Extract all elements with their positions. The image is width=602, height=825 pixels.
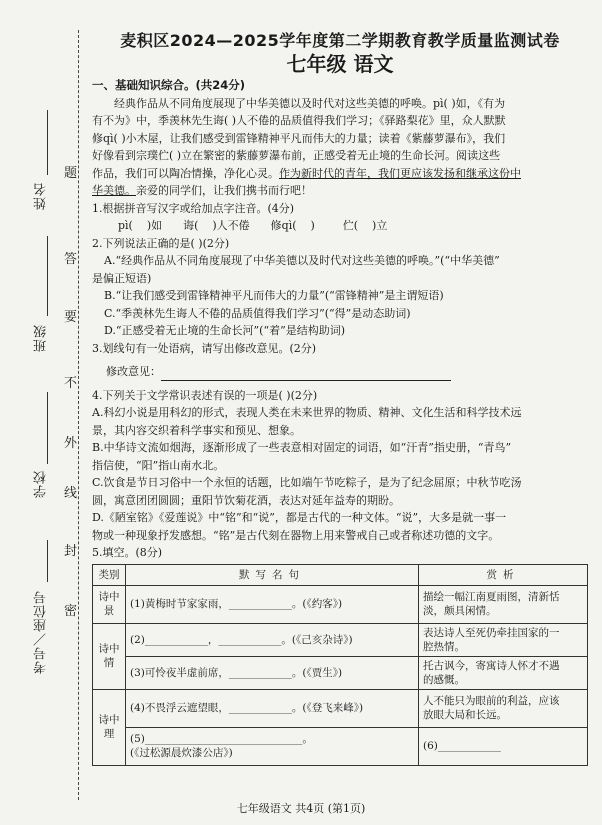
passage-line: 经典作品从不同角度展现了中华美德以及时代对这些美德的呼唤。pì( )如，《有为 xyxy=(114,96,506,110)
poem-blank-5[interactable] xyxy=(126,727,419,765)
option-c-cont: 圆，寓意团团圆圆；重阳节饮菊花酒，表达对延年益寿的期盼。 xyxy=(92,493,400,507)
option-a-cont: 是偏正短语) xyxy=(92,271,152,285)
question-1: 1.根据拼音写汉字或给加点字注音。(4分) xyxy=(92,201,295,215)
seal-char: 封 xyxy=(64,544,78,559)
seal-line xyxy=(78,30,79,800)
header-category: 类别 xyxy=(93,564,126,585)
poem-blank-4[interactable]: (4)不畏浮云遮望眼，____________。(《登飞来峰》) xyxy=(126,689,419,727)
seal-char: 答 xyxy=(64,252,78,267)
option-b-cont: 指信使，“阳”指山南水北。 xyxy=(92,458,225,472)
analysis-text: 放眼大局和长远。 xyxy=(423,709,507,721)
option-a-cont: 景，其内容交织着科学事实和预见、想象。 xyxy=(92,423,301,437)
question-4: 4.下列关于文学常识表述有误的一项是( )(2分) xyxy=(92,388,318,402)
passage-line: 有不为》中，季羡林先生诲( )人不倦的品质值得我们学习；《驿路梨花》里，众人默默 xyxy=(92,114,506,127)
analysis-blank-6[interactable]: (6)____________ xyxy=(419,727,588,765)
option-b: B.“让我们感受到雷锋精神平凡而伟大的力量”(“雷锋精神”是主谓短语) xyxy=(104,289,444,302)
option-d: D.《陋室铭》《爱莲说》中“铭”和“说”，都是古代的一种文体。“说”，大多是就一事一 xyxy=(92,511,507,524)
underlined-sentence: 作为新时代的青年，我们更应该发扬和继承这份中 xyxy=(279,166,521,180)
passage-line: 好像看到宗璞伫( )立在繁密的紫藤萝瀑布前，正感受着无止境的生命长河。阅读这些 xyxy=(92,149,501,162)
passage-line: 修qì( )小木屋，让我们感受到雷锋精神平凡而伟大的力量；读着《紫藤萝瀑布》，我们 xyxy=(92,131,506,145)
question-1-items: pì( )如 诲( )人不倦 修qì( ) 伫( )立 xyxy=(118,219,388,232)
analysis-cell xyxy=(419,585,588,623)
category-cell: 诗中景 xyxy=(93,585,126,623)
category-cell: 诗中情 xyxy=(93,623,126,689)
binding-margin xyxy=(0,0,90,825)
option-d-cont: 物或一种现象抒发感想。“铭”是古代刻在器物上用来警戒自己或者称述功德的文字。 xyxy=(92,528,500,542)
passage-tail: 亲爱的同学们，让我们携书而行吧！ xyxy=(136,184,312,197)
exam-title: 麦积区2024—2025学年度第二学期教育教学质量监测试卷 xyxy=(120,31,560,50)
poem-blank-1[interactable]: (1)黄梅时节家家雨，____________。(《约客》) xyxy=(126,585,419,623)
poem-source: (《过松源晨炊漆公店》) xyxy=(130,747,233,759)
class-label: 班级 xyxy=(34,324,49,352)
poem-blank-2[interactable]: (2)____________，____________。(《己亥杂诗》) xyxy=(126,623,419,656)
analysis-cell xyxy=(419,656,588,689)
fill-in-table xyxy=(92,564,588,766)
option-b: B.中华诗文流如烟海，逐渐形成了一些表意相对固定的词语，如“汗青”指史册，“青鸟” xyxy=(92,441,512,454)
exam-number-label: 考号／座位号 xyxy=(34,590,49,674)
option-c: C.“季羡林先生诲人不倦的品质值得我们学习”(“得”是动态助词) xyxy=(104,306,411,320)
question-3: 3.划线句有一处语病，请写出修改意见。(2分) xyxy=(92,341,317,355)
poem-line: (5)______________________________。 xyxy=(130,733,313,745)
analysis-text: 人不能只为眼前的利益，应该 xyxy=(423,695,560,707)
underlined-sentence-end: 华美德。 xyxy=(92,184,136,197)
analysis-cell xyxy=(419,623,588,656)
header-poem: 默写名句 xyxy=(126,564,419,585)
name-blank xyxy=(47,110,48,175)
page-footer: 七年级语文 共4页 (第1页) xyxy=(236,802,366,815)
poem-blank-3[interactable]: (3)可怜夜半虚前席，____________。(《贾生》) xyxy=(126,656,419,689)
seal-char: 线 xyxy=(64,486,78,501)
passage-line xyxy=(92,165,588,183)
analysis-text: 描绘一幅江南夏雨图，清新恬 xyxy=(423,591,560,603)
exam-number-blank xyxy=(47,540,48,582)
seal-char: 题 xyxy=(64,166,78,181)
question-2: 2.下列说法正确的是( )(2分) xyxy=(92,236,230,250)
analysis-text: 的感慨。 xyxy=(423,673,465,686)
seal-char: 密 xyxy=(64,604,78,619)
class-blank xyxy=(47,236,48,316)
seal-char: 不 xyxy=(64,376,78,391)
passage-text: 作品，我们可以陶冶情操，净化心灵。 xyxy=(92,166,279,180)
analysis-text: 腔热情。 xyxy=(423,640,465,653)
header-analysis: 赏析 xyxy=(419,564,588,585)
revision-line xyxy=(92,363,588,381)
option-a: A.科幻小说是用科幻的形式，表现人类在未来世界的物质、精神、文化生活和科学技术远 xyxy=(92,406,522,419)
passage-line xyxy=(92,182,588,200)
analysis-text: 托古讽今，寄寓诗人怀才不遇 xyxy=(423,659,560,672)
exam-content xyxy=(92,32,588,766)
category-cell: 诗中理 xyxy=(93,689,126,765)
option-d: D.“正感受着无止境的生命长河”(“着”是结构助词) xyxy=(104,324,345,337)
section-heading: 一、基础知识综合。(共24分) xyxy=(92,78,246,92)
school-label: 学校 xyxy=(34,470,49,498)
analysis-text: 淡，颇具闲情。 xyxy=(423,605,497,617)
option-a: A.“经典作品从不同角度展现了中华美德以及时代对这些美德的呼唤。”(“中华美德” xyxy=(104,254,500,267)
seal-char: 外 xyxy=(64,436,78,451)
seal-char: 要 xyxy=(64,310,78,325)
name-label: 姓名 xyxy=(34,182,49,210)
analysis-cell xyxy=(419,689,588,727)
school-blank xyxy=(47,392,48,464)
option-c: C.饮食是节日习俗中一个永恒的话题，比如端午节吃粽子，是为了纪念屈原；中秋节吃汤 xyxy=(92,476,522,489)
revision-blank[interactable] xyxy=(161,368,451,381)
revision-label[interactable]: 修改意见： xyxy=(106,365,161,378)
question-5: 5.填空。(8分) xyxy=(92,546,163,559)
analysis-text: 表达诗人至死仍牵挂国家的一 xyxy=(423,626,560,639)
exam-subtitle: 七年级 语文 xyxy=(286,51,394,76)
